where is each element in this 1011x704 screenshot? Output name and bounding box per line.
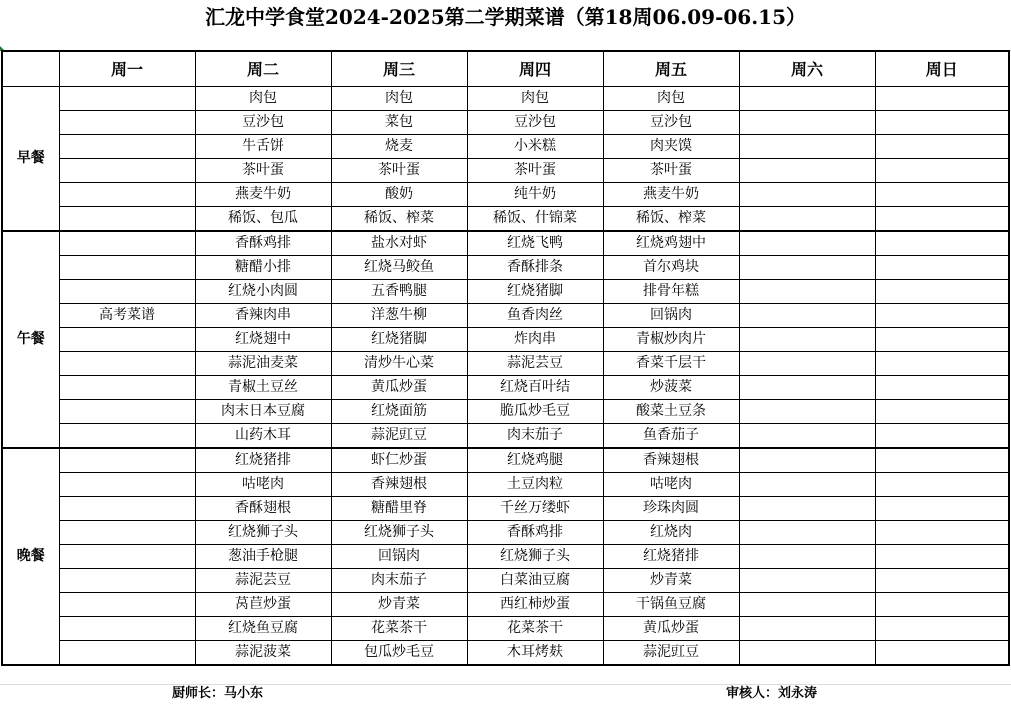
dish-cell bbox=[875, 231, 1009, 256]
dish-cell: 蒜泥油麦菜 bbox=[195, 352, 331, 376]
menu-row bbox=[2, 593, 1009, 617]
dish-cell: 蒜泥芸豆 bbox=[195, 569, 331, 593]
dish-cell bbox=[875, 569, 1009, 593]
dish-cell: 肉末茄子 bbox=[331, 569, 467, 593]
dish-cell: 肉包 bbox=[195, 87, 331, 111]
dish-cell bbox=[875, 207, 1009, 232]
dish-cell: 燕麦牛奶 bbox=[195, 183, 331, 207]
dish-cell: 首尔鸡块 bbox=[603, 256, 739, 280]
dish-cell: 茶叶蛋 bbox=[331, 159, 467, 183]
dish-cell bbox=[739, 569, 875, 593]
header-row bbox=[2, 51, 1009, 87]
dish-cell: 红烧百叶结 bbox=[467, 376, 603, 400]
dish-cell: 青椒炒肉片 bbox=[603, 328, 739, 352]
dish-cell: 蒜泥豇豆 bbox=[331, 424, 467, 449]
dish-cell: 山药木耳 bbox=[195, 424, 331, 449]
spacer-row bbox=[0, 34, 1011, 51]
dish-cell bbox=[739, 111, 875, 135]
dish-cell: 鱼香肉丝 bbox=[467, 304, 603, 328]
dish-cell bbox=[739, 328, 875, 352]
dish-cell: 珍珠肉圆 bbox=[603, 497, 739, 521]
menu-row bbox=[2, 545, 1009, 569]
dish-cell: 黄瓜炒蛋 bbox=[331, 376, 467, 400]
meal-label: 早餐 bbox=[2, 87, 59, 232]
menu-row bbox=[2, 207, 1009, 232]
dish-cell bbox=[59, 376, 195, 400]
dish-cell: 葱油手枪腿 bbox=[195, 545, 331, 569]
dish-cell: 香菜千层干 bbox=[603, 352, 739, 376]
dish-cell: 肉包 bbox=[603, 87, 739, 111]
dish-cell bbox=[875, 545, 1009, 569]
dish-cell: 洋葱牛柳 bbox=[331, 304, 467, 328]
dish-cell bbox=[875, 328, 1009, 352]
dish-cell: 菜包 bbox=[331, 111, 467, 135]
day-header: 周五 bbox=[603, 51, 739, 87]
menu-title: 汇龙中学食堂2024-2025第二学期菜谱（第18周06.09-06.15） bbox=[204, 5, 806, 29]
menu-row bbox=[2, 448, 1009, 473]
dish-cell: 茶叶蛋 bbox=[603, 159, 739, 183]
dish-cell bbox=[59, 231, 195, 256]
dish-cell: 牛舌饼 bbox=[195, 135, 331, 159]
dish-cell: 青椒土豆丝 bbox=[195, 376, 331, 400]
reviewer-signature: 审核人：刘永涛 bbox=[726, 686, 818, 701]
dish-cell: 红烧鸡翅中 bbox=[603, 231, 739, 256]
dish-cell: 红烧猪排 bbox=[195, 448, 331, 473]
dish-cell: 稀饭、榨菜 bbox=[603, 207, 739, 232]
dish-cell bbox=[875, 521, 1009, 545]
menu-row bbox=[2, 424, 1009, 449]
dish-cell bbox=[875, 376, 1009, 400]
dish-cell: 肉末日本豆腐 bbox=[195, 400, 331, 424]
dish-cell: 红烧面筋 bbox=[331, 400, 467, 424]
menu-row bbox=[2, 473, 1009, 497]
dish-cell bbox=[59, 207, 195, 232]
dish-cell bbox=[875, 183, 1009, 207]
menu-row bbox=[2, 328, 1009, 352]
day-header: 周六 bbox=[739, 51, 875, 87]
menu-row bbox=[2, 183, 1009, 207]
dish-cell: 清炒牛心菜 bbox=[331, 352, 467, 376]
dish-cell: 红烧狮子头 bbox=[331, 521, 467, 545]
menu-row bbox=[2, 231, 1009, 256]
dish-cell: 香酥鸡排 bbox=[467, 521, 603, 545]
dish-cell bbox=[59, 448, 195, 473]
menu-row bbox=[2, 569, 1009, 593]
dish-cell: 豆沙包 bbox=[467, 111, 603, 135]
dish-cell: 烧麦 bbox=[331, 135, 467, 159]
dish-cell: 排骨年糕 bbox=[603, 280, 739, 304]
dish-cell bbox=[739, 256, 875, 280]
dish-cell bbox=[875, 473, 1009, 497]
dish-cell: 咕咾肉 bbox=[603, 473, 739, 497]
dish-cell: 纯牛奶 bbox=[467, 183, 603, 207]
dish-cell bbox=[739, 87, 875, 111]
dish-cell: 蒜泥芸豆 bbox=[467, 352, 603, 376]
dish-cell bbox=[739, 135, 875, 159]
dish-cell: 稀饭、包瓜 bbox=[195, 207, 331, 232]
dish-cell: 香酥翅根 bbox=[195, 497, 331, 521]
dish-cell: 炒青菜 bbox=[603, 569, 739, 593]
menu-row bbox=[2, 159, 1009, 183]
dish-cell: 红烧狮子头 bbox=[467, 545, 603, 569]
dish-cell: 肉夹馍 bbox=[603, 135, 739, 159]
dish-cell bbox=[875, 256, 1009, 280]
dish-cell: 回锅肉 bbox=[331, 545, 467, 569]
dish-cell bbox=[739, 424, 875, 449]
dish-cell bbox=[739, 545, 875, 569]
dish-cell: 稀饭、榨菜 bbox=[331, 207, 467, 232]
dish-cell: 茶叶蛋 bbox=[195, 159, 331, 183]
dish-cell bbox=[875, 304, 1009, 328]
dish-cell bbox=[59, 473, 195, 497]
dish-cell bbox=[875, 400, 1009, 424]
dish-cell bbox=[59, 424, 195, 449]
dish-cell bbox=[875, 135, 1009, 159]
dish-cell: 红烧小肉圆 bbox=[195, 280, 331, 304]
dish-cell: 千丝万缕虾 bbox=[467, 497, 603, 521]
dish-cell: 花菜茶干 bbox=[331, 617, 467, 641]
dish-cell bbox=[739, 231, 875, 256]
dish-cell bbox=[739, 521, 875, 545]
menu-row bbox=[2, 304, 1009, 328]
dish-cell: 炒青菜 bbox=[331, 593, 467, 617]
day-header: 周四 bbox=[467, 51, 603, 87]
dish-cell bbox=[739, 473, 875, 497]
dish-cell: 豆沙包 bbox=[603, 111, 739, 135]
day-header: 周日 bbox=[875, 51, 1009, 87]
dish-cell bbox=[739, 352, 875, 376]
dish-cell bbox=[739, 400, 875, 424]
meal-label: 午餐 bbox=[2, 231, 59, 448]
dish-cell bbox=[59, 593, 195, 617]
dish-cell bbox=[739, 159, 875, 183]
dish-cell bbox=[59, 497, 195, 521]
menu-row bbox=[2, 352, 1009, 376]
day-header: 周一 bbox=[59, 51, 195, 87]
menu-row bbox=[2, 135, 1009, 159]
menu-row bbox=[2, 376, 1009, 400]
dish-cell bbox=[739, 207, 875, 232]
dish-cell: 西红柿炒蛋 bbox=[467, 593, 603, 617]
dish-cell: 红烧翅中 bbox=[195, 328, 331, 352]
dish-cell: 红烧猪脚 bbox=[467, 280, 603, 304]
dish-cell: 回锅肉 bbox=[603, 304, 739, 328]
dish-cell: 五香鸭腿 bbox=[331, 280, 467, 304]
chef-signature: 厨师长：马小东 bbox=[172, 686, 264, 701]
dish-cell: 花菜茶干 bbox=[467, 617, 603, 641]
dish-cell: 脆瓜炒毛豆 bbox=[467, 400, 603, 424]
dish-cell: 红烧肉 bbox=[603, 521, 739, 545]
dish-cell bbox=[739, 617, 875, 641]
dish-cell: 糖醋小排 bbox=[195, 256, 331, 280]
dish-cell: 红烧飞鸭 bbox=[467, 231, 603, 256]
dish-cell: 咕咾肉 bbox=[195, 473, 331, 497]
dish-cell bbox=[875, 111, 1009, 135]
dish-cell bbox=[739, 183, 875, 207]
dish-cell bbox=[875, 87, 1009, 111]
dish-cell bbox=[739, 280, 875, 304]
menu-row bbox=[2, 87, 1009, 111]
menu-row bbox=[2, 497, 1009, 521]
dish-cell bbox=[59, 569, 195, 593]
menu-row bbox=[2, 400, 1009, 424]
dish-cell bbox=[59, 352, 195, 376]
menu-row bbox=[2, 111, 1009, 135]
dish-cell bbox=[875, 497, 1009, 521]
menu-table bbox=[1, 50, 1010, 666]
dish-cell: 白菜油豆腐 bbox=[467, 569, 603, 593]
dish-cell: 炸肉串 bbox=[467, 328, 603, 352]
dish-cell bbox=[875, 448, 1009, 473]
dish-cell: 包瓜炒毛豆 bbox=[331, 641, 467, 666]
dish-cell bbox=[59, 328, 195, 352]
dish-cell: 盐水对虾 bbox=[331, 231, 467, 256]
dish-cell bbox=[739, 497, 875, 521]
dish-cell: 红烧鱼豆腐 bbox=[195, 617, 331, 641]
dish-cell bbox=[59, 545, 195, 569]
dish-cell: 香辣翅根 bbox=[603, 448, 739, 473]
dish-cell bbox=[875, 280, 1009, 304]
menu-row bbox=[2, 256, 1009, 280]
dish-cell bbox=[59, 256, 195, 280]
dish-cell: 木耳烤麸 bbox=[467, 641, 603, 666]
dish-cell bbox=[59, 521, 195, 545]
dish-cell bbox=[875, 593, 1009, 617]
dish-cell bbox=[739, 376, 875, 400]
dish-cell: 蒜泥豇豆 bbox=[603, 641, 739, 666]
dish-cell: 干锅鱼豆腐 bbox=[603, 593, 739, 617]
dish-cell: 鱼香茄子 bbox=[603, 424, 739, 449]
dish-cell: 香酥鸡排 bbox=[195, 231, 331, 256]
dish-cell bbox=[59, 135, 195, 159]
dish-cell: 肉包 bbox=[467, 87, 603, 111]
menu-row bbox=[2, 617, 1009, 641]
dish-cell bbox=[875, 617, 1009, 641]
day-header: 周二 bbox=[195, 51, 331, 87]
dish-cell: 莴苣炒蛋 bbox=[195, 593, 331, 617]
dish-cell: 红烧鸡腿 bbox=[467, 448, 603, 473]
dish-cell bbox=[875, 159, 1009, 183]
dish-cell: 香酥排条 bbox=[467, 256, 603, 280]
menu-row bbox=[2, 521, 1009, 545]
dish-cell: 酸菜土豆条 bbox=[603, 400, 739, 424]
dish-cell: 糖醋里脊 bbox=[331, 497, 467, 521]
dish-cell bbox=[875, 352, 1009, 376]
dish-cell: 红烧马鲛鱼 bbox=[331, 256, 467, 280]
dish-cell: 蒜泥菠菜 bbox=[195, 641, 331, 666]
meal-label: 晚餐 bbox=[2, 448, 59, 665]
dish-cell bbox=[59, 159, 195, 183]
dish-cell: 红烧猪脚 bbox=[331, 328, 467, 352]
dish-cell bbox=[59, 183, 195, 207]
dish-cell: 燕麦牛奶 bbox=[603, 183, 739, 207]
footer-spacer bbox=[0, 662, 1011, 685]
day-header: 周三 bbox=[331, 51, 467, 87]
dish-cell: 茶叶蛋 bbox=[467, 159, 603, 183]
dish-cell: 稀饭、什锦菜 bbox=[467, 207, 603, 232]
dish-cell bbox=[59, 400, 195, 424]
dish-cell bbox=[59, 111, 195, 135]
dish-cell: 肉末茄子 bbox=[467, 424, 603, 449]
dish-cell bbox=[59, 87, 195, 111]
dish-cell: 酸奶 bbox=[331, 183, 467, 207]
dish-cell bbox=[875, 424, 1009, 449]
dish-cell: 土豆肉粒 bbox=[467, 473, 603, 497]
dish-cell: 小米糕 bbox=[467, 135, 603, 159]
dish-cell: 红烧狮子头 bbox=[195, 521, 331, 545]
dish-cell: 高考菜谱 bbox=[59, 304, 195, 328]
dish-cell bbox=[59, 617, 195, 641]
dish-cell: 虾仁炒蛋 bbox=[331, 448, 467, 473]
dish-cell: 香辣肉串 bbox=[195, 304, 331, 328]
dish-cell: 炒菠菜 bbox=[603, 376, 739, 400]
corner-cell bbox=[2, 51, 59, 87]
dish-cell bbox=[739, 448, 875, 473]
dish-cell: 豆沙包 bbox=[195, 111, 331, 135]
menu-row bbox=[2, 280, 1009, 304]
dish-cell: 香辣翅根 bbox=[331, 473, 467, 497]
dish-cell bbox=[739, 593, 875, 617]
dish-cell bbox=[59, 280, 195, 304]
dish-cell: 黄瓜炒蛋 bbox=[603, 617, 739, 641]
dish-cell: 肉包 bbox=[331, 87, 467, 111]
dish-cell bbox=[739, 304, 875, 328]
dish-cell: 红烧猪排 bbox=[603, 545, 739, 569]
